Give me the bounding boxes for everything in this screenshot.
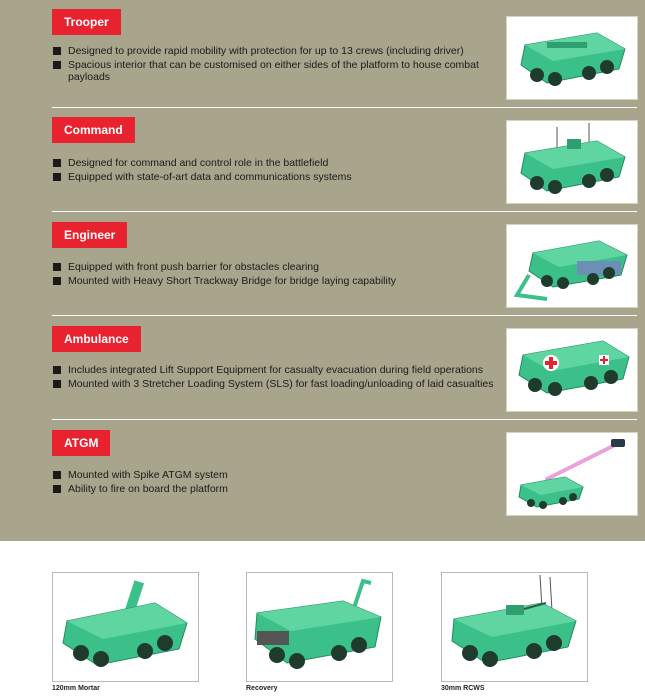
trooper-vehicle-image [506, 16, 638, 100]
bullet-item: Equipped with front push barrier for obstacles clearing [52, 261, 497, 273]
rcws-vehicle-icon [442, 573, 587, 681]
section-divider [52, 211, 637, 212]
mortar-vehicle-photo [52, 572, 199, 682]
section-divider [52, 107, 637, 108]
rcws-vehicle-photo [441, 572, 588, 682]
bullet-square-icon [53, 471, 61, 479]
atgm-vehicle-image [506, 432, 638, 516]
bullet-item: Mounted with 3 Stretcher Loading System (SLS) for fast loading/unloading of laid casualties [52, 378, 497, 390]
bullet-item: Designed to provide rapid mobility with protection for up to 13 crews (including driver) [52, 45, 497, 57]
section-divider [52, 419, 637, 420]
atgm-vehicle-icon [507, 433, 637, 515]
variant-title: Trooper [52, 9, 121, 35]
command-vehicle-icon [507, 121, 637, 203]
bullet-square-icon [53, 380, 61, 388]
bullet-list [52, 261, 497, 289]
bullet-list [52, 469, 497, 497]
photo-caption: 30mm RCWS [441, 685, 485, 692]
bullet-square-icon [53, 485, 61, 493]
ambulance-vehicle-icon [507, 329, 637, 411]
photo-caption: Recovery [246, 685, 278, 692]
bullet-square-icon [53, 366, 61, 374]
photo-caption: 120mm Mortar [52, 685, 100, 692]
bullet-square-icon [53, 277, 61, 285]
variant-title: ATGM [52, 430, 110, 456]
bullet-list [52, 364, 497, 392]
bullet-square-icon [53, 61, 61, 69]
variant-title: Command [52, 117, 135, 143]
bullet-square-icon [53, 47, 61, 55]
bullet-item: Mounted with Heavy Short Trackway Bridge for bridge laying capability [52, 275, 497, 287]
command-vehicle-image [506, 120, 638, 204]
variant-title: Ambulance [52, 326, 141, 352]
engineer-vehicle-image [506, 224, 638, 308]
recovery-vehicle-photo [246, 572, 393, 682]
bullet-item: Includes integrated Lift Support Equipment for casualty evacuation during field operations [52, 364, 497, 376]
section-divider [52, 315, 637, 316]
bullet-item: Mounted with Spike ATGM system [52, 469, 497, 481]
trooper-vehicle-icon [507, 17, 637, 99]
bullet-item: Equipped with state-of-art data and communications systems [52, 171, 497, 183]
engineer-vehicle-icon [507, 225, 637, 307]
bullet-item: Ability to fire on board the platform [52, 483, 497, 495]
bullet-square-icon [53, 173, 61, 181]
bullet-list [52, 45, 497, 85]
recovery-vehicle-icon [247, 573, 392, 681]
variant-title: Engineer [52, 222, 127, 248]
bullet-square-icon [53, 159, 61, 167]
ambulance-vehicle-image [506, 328, 638, 412]
bullet-item: Designed for command and control role in the battlefield [52, 157, 497, 169]
bullet-item: Spacious interior that can be customised on either sides of the platform to house combat payloads [52, 59, 497, 83]
bullet-square-icon [53, 263, 61, 271]
bullet-list [52, 157, 497, 185]
mortar-vehicle-icon [53, 573, 198, 681]
